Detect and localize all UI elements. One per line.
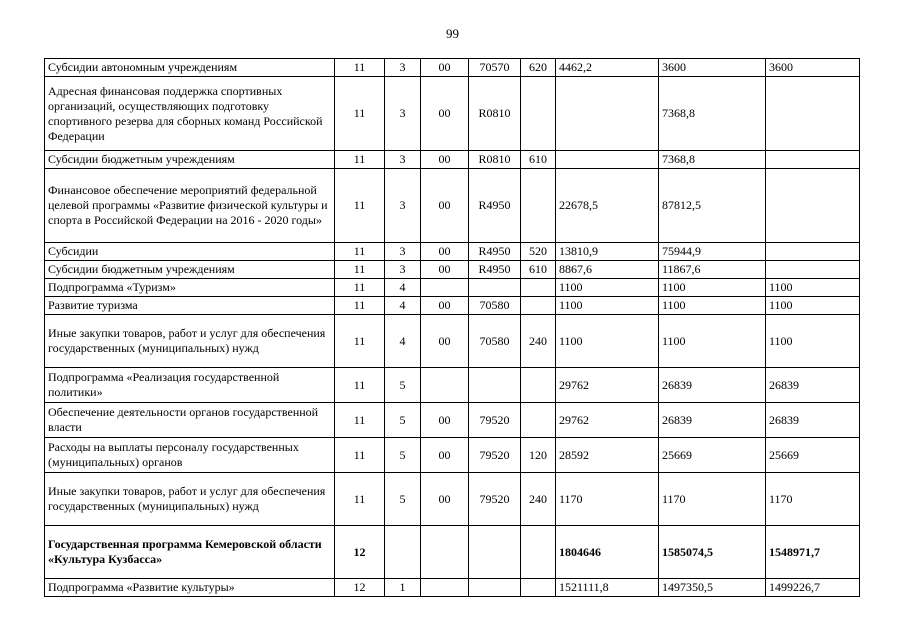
expense-direction-code	[469, 579, 521, 597]
amount-year-1	[556, 151, 659, 169]
subprogram-code: 3	[385, 261, 421, 279]
amount-year-1: 29762	[556, 403, 659, 438]
subprogram-code	[385, 526, 421, 579]
expense-direction-code: R0810	[469, 77, 521, 151]
expense-direction-code: R0810	[469, 151, 521, 169]
program-code: 12	[335, 579, 385, 597]
amount-year-2: 25669	[659, 438, 766, 473]
measure-code	[421, 579, 469, 597]
subprogram-code: 3	[385, 169, 421, 243]
amount-year-2: 1170	[659, 473, 766, 526]
amount-year-3: 1548971,7	[766, 526, 860, 579]
expense-type-code: 610	[521, 261, 556, 279]
measure-code: 00	[421, 438, 469, 473]
row-name: Развитие туризма	[45, 297, 335, 315]
row-name: Субсидии	[45, 243, 335, 261]
measure-code: 00	[421, 473, 469, 526]
amount-year-1: 1804646	[556, 526, 659, 579]
row-name: Финансовое обеспечение мероприятий федеральной целевой программы «Развитие физической культуры и спорта в Российской Федерации на 2016 - 2020 годы»	[45, 169, 335, 243]
amount-year-2: 7368,8	[659, 77, 766, 151]
amount-year-2: 87812,5	[659, 169, 766, 243]
expense-type-code: 610	[521, 151, 556, 169]
table-row	[45, 579, 860, 597]
row-name: Субсидии бюджетным учреждениям	[45, 261, 335, 279]
row-name: Обеспечение деятельности органов государственной власти	[45, 403, 335, 438]
amount-year-2: 26839	[659, 368, 766, 403]
program-code: 11	[335, 59, 385, 77]
amount-year-3	[766, 243, 860, 261]
expense-direction-code	[469, 526, 521, 579]
amount-year-3	[766, 77, 860, 151]
amount-year-1: 1170	[556, 473, 659, 526]
row-name: Иные закупки товаров, работ и услуг для обеспечения государственных (муниципальных) нужд	[45, 473, 335, 526]
amount-year-1: 8867,6	[556, 261, 659, 279]
amount-year-1: 29762	[556, 368, 659, 403]
amount-year-3: 25669	[766, 438, 860, 473]
row-name: Подпрограмма «Реализация государственной политики»	[45, 368, 335, 403]
subprogram-code: 5	[385, 438, 421, 473]
amount-year-1: 1100	[556, 279, 659, 297]
amount-year-3: 1100	[766, 297, 860, 315]
expense-direction-code: 70580	[469, 315, 521, 368]
measure-code	[421, 368, 469, 403]
expense-type-code: 240	[521, 315, 556, 368]
amount-year-2: 1497350,5	[659, 579, 766, 597]
table-row	[45, 279, 860, 297]
subprogram-code: 5	[385, 473, 421, 526]
amount-year-2: 1100	[659, 297, 766, 315]
program-code: 11	[335, 169, 385, 243]
row-name: Субсидии автономным учреждениям	[45, 59, 335, 77]
amount-year-1: 1521111,8	[556, 579, 659, 597]
amount-year-3	[766, 261, 860, 279]
amount-year-3: 26839	[766, 368, 860, 403]
row-name: Расходы на выплаты персоналу государственных (муниципальных) органов	[45, 438, 335, 473]
table-row	[45, 526, 860, 579]
amount-year-1	[556, 77, 659, 151]
measure-code	[421, 279, 469, 297]
amount-year-1: 1100	[556, 297, 659, 315]
table-row	[45, 473, 860, 526]
measure-code	[421, 526, 469, 579]
measure-code: 00	[421, 297, 469, 315]
row-name: Субсидии бюджетным учреждениям	[45, 151, 335, 169]
amount-year-1: 1100	[556, 315, 659, 368]
table-row	[45, 243, 860, 261]
program-code: 11	[335, 77, 385, 151]
program-code: 11	[335, 403, 385, 438]
program-code: 11	[335, 315, 385, 368]
expense-type-code: 520	[521, 243, 556, 261]
table-row	[45, 403, 860, 438]
expense-direction-code: 70580	[469, 297, 521, 315]
subprogram-code: 1	[385, 579, 421, 597]
measure-code: 00	[421, 261, 469, 279]
amount-year-3	[766, 169, 860, 243]
budget-table	[44, 58, 860, 597]
table-row	[45, 315, 860, 368]
amount-year-2: 26839	[659, 403, 766, 438]
program-code: 11	[335, 438, 385, 473]
amount-year-2: 1100	[659, 279, 766, 297]
expense-type-code	[521, 297, 556, 315]
amount-year-3: 1499226,7	[766, 579, 860, 597]
row-name: Подпрограмма «Развитие культуры»	[45, 579, 335, 597]
row-name: Адресная финансовая поддержка спортивных организаций, осуществляющих подготовку спортивного резерва для сборных команд Российской Федерации	[45, 77, 335, 151]
row-name: Подпрограмма «Туризм»	[45, 279, 335, 297]
amount-year-3	[766, 151, 860, 169]
expense-type-code	[521, 579, 556, 597]
amount-year-3: 1170	[766, 473, 860, 526]
subprogram-code: 3	[385, 243, 421, 261]
measure-code: 00	[421, 169, 469, 243]
subprogram-code: 5	[385, 403, 421, 438]
subprogram-code: 5	[385, 368, 421, 403]
amount-year-3: 3600	[766, 59, 860, 77]
amount-year-3: 1100	[766, 315, 860, 368]
expense-direction-code	[469, 368, 521, 403]
table-row	[45, 151, 860, 169]
expense-direction-code: R4950	[469, 169, 521, 243]
table-row	[45, 59, 860, 77]
table-row	[45, 261, 860, 279]
table-row	[45, 297, 860, 315]
expense-direction-code: 70570	[469, 59, 521, 77]
expense-direction-code: 79520	[469, 403, 521, 438]
amount-year-2: 7368,8	[659, 151, 766, 169]
program-code: 11	[335, 473, 385, 526]
amount-year-1: 13810,9	[556, 243, 659, 261]
expense-direction-code: R4950	[469, 243, 521, 261]
row-name: Государственная программа Кемеровской области «Культура Кузбасса»	[45, 526, 335, 579]
program-code: 11	[335, 243, 385, 261]
table-row	[45, 368, 860, 403]
amount-year-2: 11867,6	[659, 261, 766, 279]
budget-table-body	[45, 59, 860, 597]
expense-type-code	[521, 526, 556, 579]
table-row	[45, 438, 860, 473]
subprogram-code: 3	[385, 77, 421, 151]
expense-direction-code: 79520	[469, 473, 521, 526]
subprogram-code: 3	[385, 59, 421, 77]
subprogram-code: 4	[385, 315, 421, 368]
amount-year-1: 4462,2	[556, 59, 659, 77]
expense-type-code	[521, 169, 556, 243]
page-number: 99	[446, 26, 459, 41]
expense-direction-code: R4950	[469, 261, 521, 279]
amount-year-2: 1100	[659, 315, 766, 368]
expense-type-code	[521, 368, 556, 403]
table-row	[45, 77, 860, 151]
expense-direction-code: 79520	[469, 438, 521, 473]
amount-year-2: 75944,9	[659, 243, 766, 261]
expense-type-code	[521, 77, 556, 151]
amount-year-3: 1100	[766, 279, 860, 297]
amount-year-2: 1585074,5	[659, 526, 766, 579]
measure-code: 00	[421, 59, 469, 77]
table-row	[45, 169, 860, 243]
subprogram-code: 4	[385, 279, 421, 297]
program-code: 11	[335, 279, 385, 297]
expense-type-code: 120	[521, 438, 556, 473]
amount-year-2: 3600	[659, 59, 766, 77]
expense-type-code	[521, 403, 556, 438]
measure-code: 00	[421, 403, 469, 438]
subprogram-code: 3	[385, 151, 421, 169]
measure-code: 00	[421, 315, 469, 368]
measure-code: 00	[421, 77, 469, 151]
expense-type-code: 240	[521, 473, 556, 526]
row-name: Иные закупки товаров, работ и услуг для обеспечения государственных (муниципальных) нужд	[45, 315, 335, 368]
program-code: 11	[335, 151, 385, 169]
measure-code: 00	[421, 243, 469, 261]
program-code: 11	[335, 368, 385, 403]
program-code: 11	[335, 297, 385, 315]
expense-type-code	[521, 279, 556, 297]
subprogram-code: 4	[385, 297, 421, 315]
program-code: 11	[335, 261, 385, 279]
expense-direction-code	[469, 279, 521, 297]
amount-year-1: 28592	[556, 438, 659, 473]
expense-type-code: 620	[521, 59, 556, 77]
measure-code: 00	[421, 151, 469, 169]
amount-year-1: 22678,5	[556, 169, 659, 243]
amount-year-3: 26839	[766, 403, 860, 438]
program-code: 12	[335, 526, 385, 579]
